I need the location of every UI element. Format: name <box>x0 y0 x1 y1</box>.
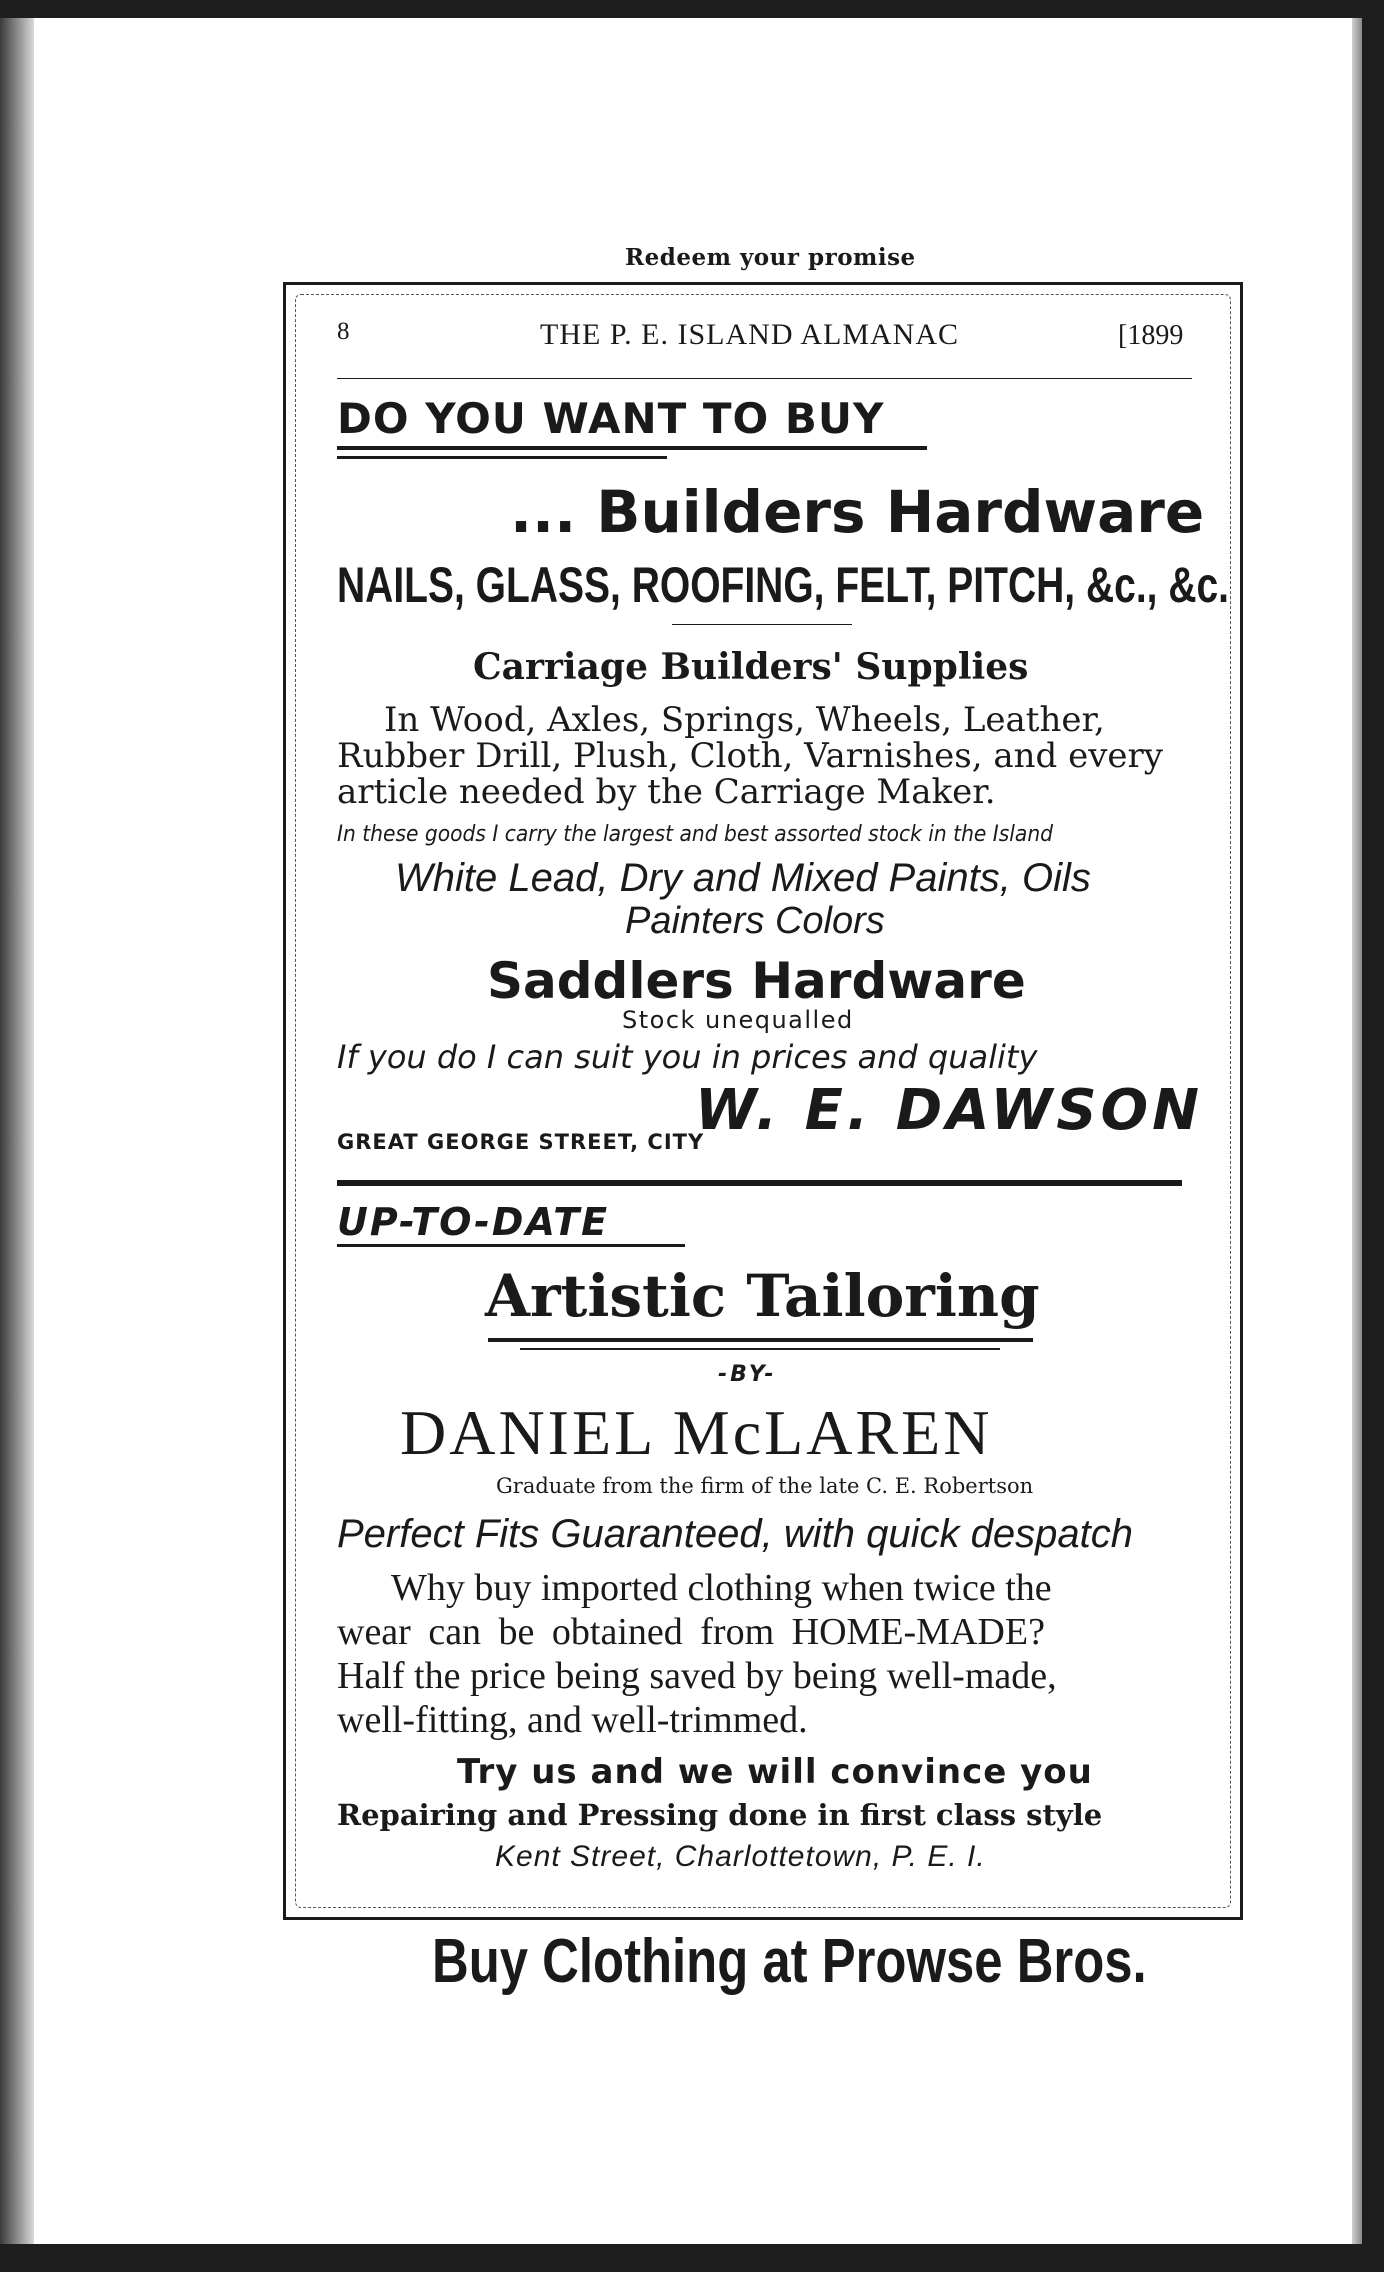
dawson-headline: DO YOU WANT TO BUY <box>337 394 885 443</box>
page-spine-shadow <box>0 18 34 2244</box>
carriage-line: article needed by the Carriage Maker. <box>337 772 996 812</box>
body-line: Half the price being saved by being well-made, <box>337 1655 1057 1697</box>
headline-underline-thin <box>337 456 667 459</box>
repairing-line: Repairing and Pressing done in first class style <box>337 1798 1103 1832</box>
saddlers-subtitle: Stock unequalled <box>622 1006 854 1034</box>
short-divider <box>672 624 852 625</box>
body-line: wear can be obtained from HOME-MADE? <box>337 1611 1045 1653</box>
by-label: -BY- <box>718 1362 777 1387</box>
try-us-line: Try us and we will convince you <box>457 1752 1093 1792</box>
carriage-line: Rubber Drill, Plush, Cloth, Varnishes, and every <box>337 736 1164 776</box>
saddlers-hardware-heading: Saddlers Hardware <box>487 952 1026 1010</box>
paints-line: Painters Colors <box>625 900 885 942</box>
almanac-year: [1899 <box>1118 320 1184 351</box>
header-rule <box>337 378 1192 379</box>
tailoring-title: Artistic Tailoring <box>485 1262 1040 1330</box>
stock-note: In these goods I carry the largest and best assorted stock in the Island <box>337 822 1054 847</box>
body-line: well-fitting, and well-trimmed. <box>337 1699 808 1741</box>
top-slogan: Redeem your promise <box>625 244 916 271</box>
tailoring-underline-thin <box>520 1348 1000 1350</box>
builders-hardware-heading: ... Builders Hardware <box>510 478 1205 546</box>
suit-line: If you do I can suit you in prices and quality <box>337 1038 1038 1076</box>
tailor-headline-underline <box>337 1244 685 1247</box>
body-line: Why buy imported clothing when twice the <box>391 1567 1052 1609</box>
tailor-headline: UP-TO-DATE <box>337 1200 610 1244</box>
graduate-note: Graduate from the firm of the late C. E. Robertson <box>496 1474 1034 1498</box>
carriage-line: In Wood, Axles, Springs, Wheels, Leather, <box>384 700 1105 740</box>
tailoring-underline <box>488 1338 1033 1342</box>
headline-underline <box>337 446 927 450</box>
footer-slogan: Buy Clothing at Prowse Bros. <box>432 1927 1147 1996</box>
page-number: 8 <box>337 318 350 345</box>
tailor-name: DANIEL McLAREN <box>400 1397 993 1468</box>
merchant-name: W. E. DAWSON <box>695 1078 1204 1143</box>
almanac-title: THE P. E. ISLAND ALMANAC <box>540 318 960 351</box>
page-edge <box>1352 18 1362 2244</box>
perfect-fits-line: Perfect Fits Guaranteed, with quick despatch <box>337 1512 1133 1556</box>
merchant-address: GREAT GEORGE STREET, CITY <box>337 1130 705 1154</box>
tailor-address: Kent Street, Charlottetown, P. E. I. <box>495 1840 986 1873</box>
carriage-supplies-heading: Carriage Builders' Supplies <box>473 646 1029 688</box>
nails-line: NAILS, GLASS, ROOFING, FELT, PITCH, &c., &c. <box>337 557 1230 613</box>
section-divider <box>337 1180 1182 1186</box>
paints-line: White Lead, Dry and Mixed Paints, Oils <box>395 856 1091 900</box>
